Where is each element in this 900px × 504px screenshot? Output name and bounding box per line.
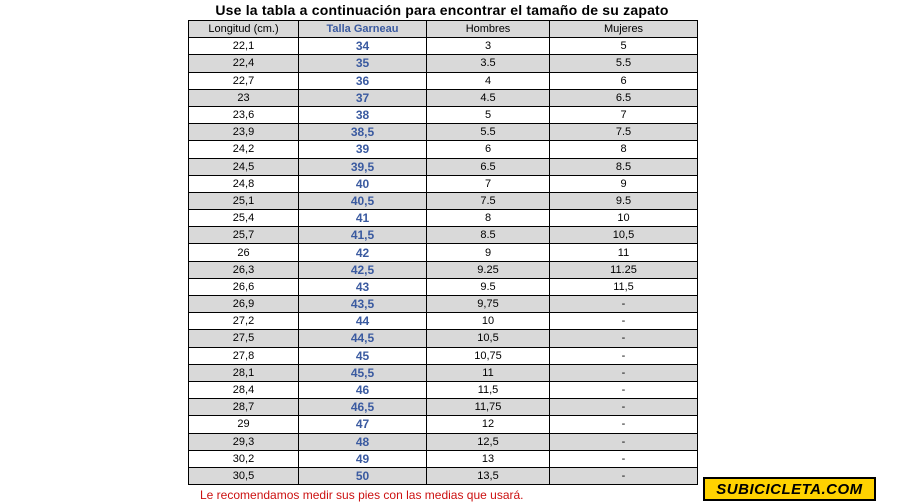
- cell-men: 12,5: [427, 433, 550, 450]
- table-row: [189, 72, 698, 89]
- cell-men: 10: [427, 313, 550, 330]
- cell-women: 9: [550, 175, 698, 192]
- header-men: Hombres: [427, 21, 550, 38]
- page-title: Use la tabla a continuación para encontrar el tamaño de su zapato: [215, 2, 669, 18]
- cell-garneau-size: 35: [299, 55, 427, 72]
- cell-men: 10,5: [427, 330, 550, 347]
- cell-men: 5.5: [427, 124, 550, 141]
- table-row: [189, 106, 698, 123]
- cell-length: 23: [189, 89, 299, 106]
- cell-men: 9.25: [427, 261, 550, 278]
- cell-men: 9.5: [427, 278, 550, 295]
- cell-men: 4: [427, 72, 550, 89]
- cell-garneau-size: 43,5: [299, 296, 427, 313]
- cell-men: 4.5: [427, 89, 550, 106]
- cell-women: -: [550, 467, 698, 484]
- cell-men: 5: [427, 106, 550, 123]
- cell-length: 26: [189, 244, 299, 261]
- cell-women: 5.5: [550, 55, 698, 72]
- cell-length: 28,1: [189, 364, 299, 381]
- shoe-size-table: [188, 20, 698, 485]
- cell-garneau-size: 34: [299, 38, 427, 55]
- measure-note: Le recomendamos medir sus pies con las medias que usará.: [200, 488, 524, 502]
- table-row: [189, 261, 698, 278]
- cell-garneau-size: 39: [299, 141, 427, 158]
- cell-garneau-size: 46,5: [299, 399, 427, 416]
- cell-men: 7.5: [427, 192, 550, 209]
- cell-men: 10,75: [427, 347, 550, 364]
- cell-length: 24,2: [189, 141, 299, 158]
- table-row: [189, 433, 698, 450]
- cell-women: 6.5: [550, 89, 698, 106]
- cell-length: 29: [189, 416, 299, 433]
- cell-length: 27,8: [189, 347, 299, 364]
- cell-men: 8: [427, 210, 550, 227]
- cell-garneau-size: 43: [299, 278, 427, 295]
- table-row: [189, 347, 698, 364]
- cell-garneau-size: 50: [299, 467, 427, 484]
- cell-men: 12: [427, 416, 550, 433]
- table-row: [189, 278, 698, 295]
- table-row: [189, 450, 698, 467]
- cell-length: 28,4: [189, 381, 299, 398]
- cell-women: -: [550, 433, 698, 450]
- cell-length: 30,2: [189, 450, 299, 467]
- table-row: [189, 124, 698, 141]
- cell-length: 29,3: [189, 433, 299, 450]
- header-length: Longitud (cm.): [189, 21, 299, 38]
- cell-women: -: [550, 313, 698, 330]
- cell-length: 23,9: [189, 124, 299, 141]
- cell-garneau-size: 40: [299, 175, 427, 192]
- cell-men: 11,75: [427, 399, 550, 416]
- cell-length: 26,6: [189, 278, 299, 295]
- table-row: [189, 416, 698, 433]
- cell-men: 8.5: [427, 227, 550, 244]
- cell-women: -: [550, 296, 698, 313]
- cell-women: 7.5: [550, 124, 698, 141]
- cell-women: 10,5: [550, 227, 698, 244]
- cell-women: 11: [550, 244, 698, 261]
- cell-garneau-size: 49: [299, 450, 427, 467]
- cell-length: 22,4: [189, 55, 299, 72]
- table-row: [189, 244, 698, 261]
- cell-garneau-size: 44: [299, 313, 427, 330]
- cell-women: -: [550, 364, 698, 381]
- cell-garneau-size: 40,5: [299, 192, 427, 209]
- table-row: [189, 89, 698, 106]
- table-row: [189, 381, 698, 398]
- cell-garneau-size: 38,5: [299, 124, 427, 141]
- cell-length: 27,5: [189, 330, 299, 347]
- cell-men: 3: [427, 38, 550, 55]
- header-women: Mujeres: [550, 21, 698, 38]
- cell-length: 23,6: [189, 106, 299, 123]
- cell-women: -: [550, 381, 698, 398]
- cell-women: -: [550, 416, 698, 433]
- cell-women: 9.5: [550, 192, 698, 209]
- table-row: [189, 330, 698, 347]
- table-row: [189, 296, 698, 313]
- cell-women: 11,5: [550, 278, 698, 295]
- table-row: [189, 38, 698, 55]
- cell-length: 24,8: [189, 175, 299, 192]
- cell-men: 13,5: [427, 467, 550, 484]
- cell-men: 6.5: [427, 158, 550, 175]
- cell-women: -: [550, 399, 698, 416]
- cell-women: 7: [550, 106, 698, 123]
- table-row: [189, 210, 698, 227]
- cell-length: 25,4: [189, 210, 299, 227]
- cell-garneau-size: 47: [299, 416, 427, 433]
- cell-women: 8.5: [550, 158, 698, 175]
- cell-men: 6: [427, 141, 550, 158]
- cell-garneau-size: 42: [299, 244, 427, 261]
- cell-length: 28,7: [189, 399, 299, 416]
- table-row: [189, 141, 698, 158]
- cell-women: 6: [550, 72, 698, 89]
- cell-garneau-size: 38: [299, 106, 427, 123]
- cell-women: 5: [550, 38, 698, 55]
- cell-length: 30,5: [189, 467, 299, 484]
- table-row: [189, 192, 698, 209]
- cell-women: 11.25: [550, 261, 698, 278]
- cell-garneau-size: 44,5: [299, 330, 427, 347]
- cell-length: 24,5: [189, 158, 299, 175]
- cell-length: 25,7: [189, 227, 299, 244]
- cell-garneau-size: 45: [299, 347, 427, 364]
- cell-men: 9: [427, 244, 550, 261]
- cell-length: 22,1: [189, 38, 299, 55]
- cell-length: 26,3: [189, 261, 299, 278]
- cell-women: -: [550, 450, 698, 467]
- cell-men: 7: [427, 175, 550, 192]
- cell-garneau-size: 45,5: [299, 364, 427, 381]
- cell-men: 9,75: [427, 296, 550, 313]
- table-header-row: [189, 21, 698, 38]
- table-row: [189, 399, 698, 416]
- cell-garneau-size: 36: [299, 72, 427, 89]
- table-row: [189, 55, 698, 72]
- cell-men: 11,5: [427, 381, 550, 398]
- cell-women: 10: [550, 210, 698, 227]
- table-row: [189, 467, 698, 484]
- cell-women: -: [550, 347, 698, 364]
- cell-garneau-size: 46: [299, 381, 427, 398]
- header-garneau-size: Talla Garneau: [299, 21, 427, 38]
- cell-garneau-size: 41,5: [299, 227, 427, 244]
- cell-length: 26,9: [189, 296, 299, 313]
- cell-garneau-size: 42,5: [299, 261, 427, 278]
- table-row: [189, 158, 698, 175]
- cell-length: 22,7: [189, 72, 299, 89]
- cell-garneau-size: 37: [299, 89, 427, 106]
- cell-women: 8: [550, 141, 698, 158]
- table-row: [189, 364, 698, 381]
- cell-garneau-size: 41: [299, 210, 427, 227]
- table-row: [189, 227, 698, 244]
- cell-length: 27,2: [189, 313, 299, 330]
- cell-men: 13: [427, 450, 550, 467]
- logo-text: SUBICICLETA.COM: [716, 480, 863, 498]
- cell-garneau-size: 39,5: [299, 158, 427, 175]
- cell-women: -: [550, 330, 698, 347]
- cell-length: 25,1: [189, 192, 299, 209]
- site-logo: [703, 477, 876, 501]
- table-row: [189, 175, 698, 192]
- cell-garneau-size: 48: [299, 433, 427, 450]
- table-row: [189, 313, 698, 330]
- cell-men: 11: [427, 364, 550, 381]
- cell-men: 3.5: [427, 55, 550, 72]
